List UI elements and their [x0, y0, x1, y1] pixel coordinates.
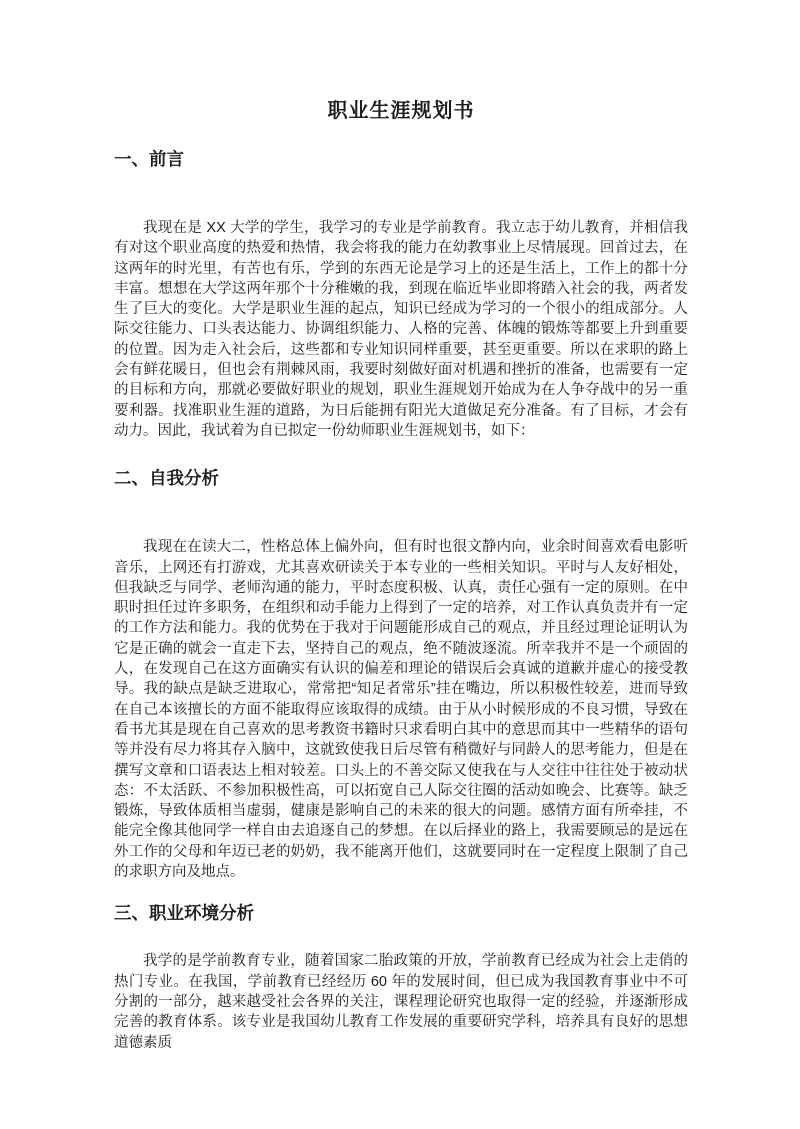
- paragraph-preface: 我现在是 XX 大学的学生，我学习的专业是学前教育。我立志于幼儿教育，并相信我有对这个职业高度的热爱和热情，我会将我的能力在幼教事业上尽情展现。回首过去，在这两年的时光里，有苦也有乐，学到的东西无论是学习上的还是生活上，工作上的都十分丰富。想想在大学这两年那个十分稚嫩的我，到现在临近毕业即将踏入社会的我，两者发生了巨大的变化。大学是职业生涯的起点，知识已经成为学习的一个很小的组成部分。人际交往能力、口头表达能力、协调组织能力、人格的完善、体魄的锻炼等都要上升到重要的位置。因为走入社会后，这些都和专业知识同样重要，甚至更重要。所以在求职的路上会有鲜花暖日，但也会有荆棘风雨，我要时刻做好面对机遇和挫折的准备，也需要有一定的目标和方向，那就必要做好职业的规划，职业生涯规划开始成为在人争夺战中的另一重要利器。找准职业生涯的道路，为日后能拥有阳光大道做足充分准备。有了目标，才会有动力。因此，我试着为自已拟定一份幼师职业生涯规划书，如下：: [114, 220, 688, 439]
- document-title: 职业生涯规划书: [327, 100, 475, 122]
- section-heading-preface: 一、前言: [114, 149, 184, 169]
- paragraph-career-environment: 我学的是学前教育专业，随着国家二胎政策的开放，学前教育已经成为社会上走俏的热门专业。在我国，学前教育已经经历 60 年的发展时间，但已成为我国教育事业中不可分割的一部分，越来越受社会各界的关注，课程理论研究也取得一定的经验，并逐渐形成完善的教育体系。该专业是我国幼儿教育工作发展的重要研究学科，培养具有良好的思想道德素质: [114, 953, 688, 1051]
- section-heading-career-environment: 三、职业环境分析: [114, 903, 254, 924]
- section-heading-self-analysis: 二、自我分析: [114, 468, 219, 489]
- document-content: [0, 96, 800, 1053]
- paragraph-self-analysis: 我现在在读大二，性格总体上偏外向，但有时也很文静内向，业余时间喜欢看电影听音乐，上网还有打游戏，尤其喜欢研读关于本专业的一些相关知识。平时与人友好相处，但我缺乏与同学、老师沟通的能力，平时态度积极、认真，责任心强有一定的原则。在中职时担任过许多职务，在组织和动手能力上得到了一定的培养，对工作认真负责并有一定的工作方法和能力。我的优势在于我对于问题能形成自己的观点，并且经过理论证明认为它是正确的就会一直走下去，坚持自己的观点，绝不随波逐流。所幸我并不是一个顽固的人，在发现自己在这方面确实有认识的偏差和理论的错误后会真诚的道歉并虚心的接受教导。我的缺点是缺乏进取心，常常把“知足者常乐”挂在嘴边，所以积极性较差，进而导致在自己本该擅长的方面不能取得应该取得的成绩。由于从小时候形成的不良习惯，导致在看书尤其是现在自己喜欢的思考教资书籍时只求看明白其中的意思而其中一些精华的语句等并没有尽力将其存入脑中，这就致使我日后尽管有稍微好与同龄人的思考能力，但是在撰写文章和口语表达上相对较差。口头上的不善交际又使我在与人交往中往往处于被动状态：不太活跃、不参加积极性高，可以拓宽自己人际交往圈的活动如晚会、比赛等。缺乏锻炼，导致体质相当虚弱，健康是影响自己的未来的很大的问题。感情方面有所牵挂，不能完全像其他同学一样自由去追逐自己的梦想。在以后择业的路上，我需要顾忌的是远在外工作的父母和年迈已老的奶奶，我不能离开他们，这就要同时在一定程度上限制了自己的求职方向及地点。: [114, 539, 688, 881]
